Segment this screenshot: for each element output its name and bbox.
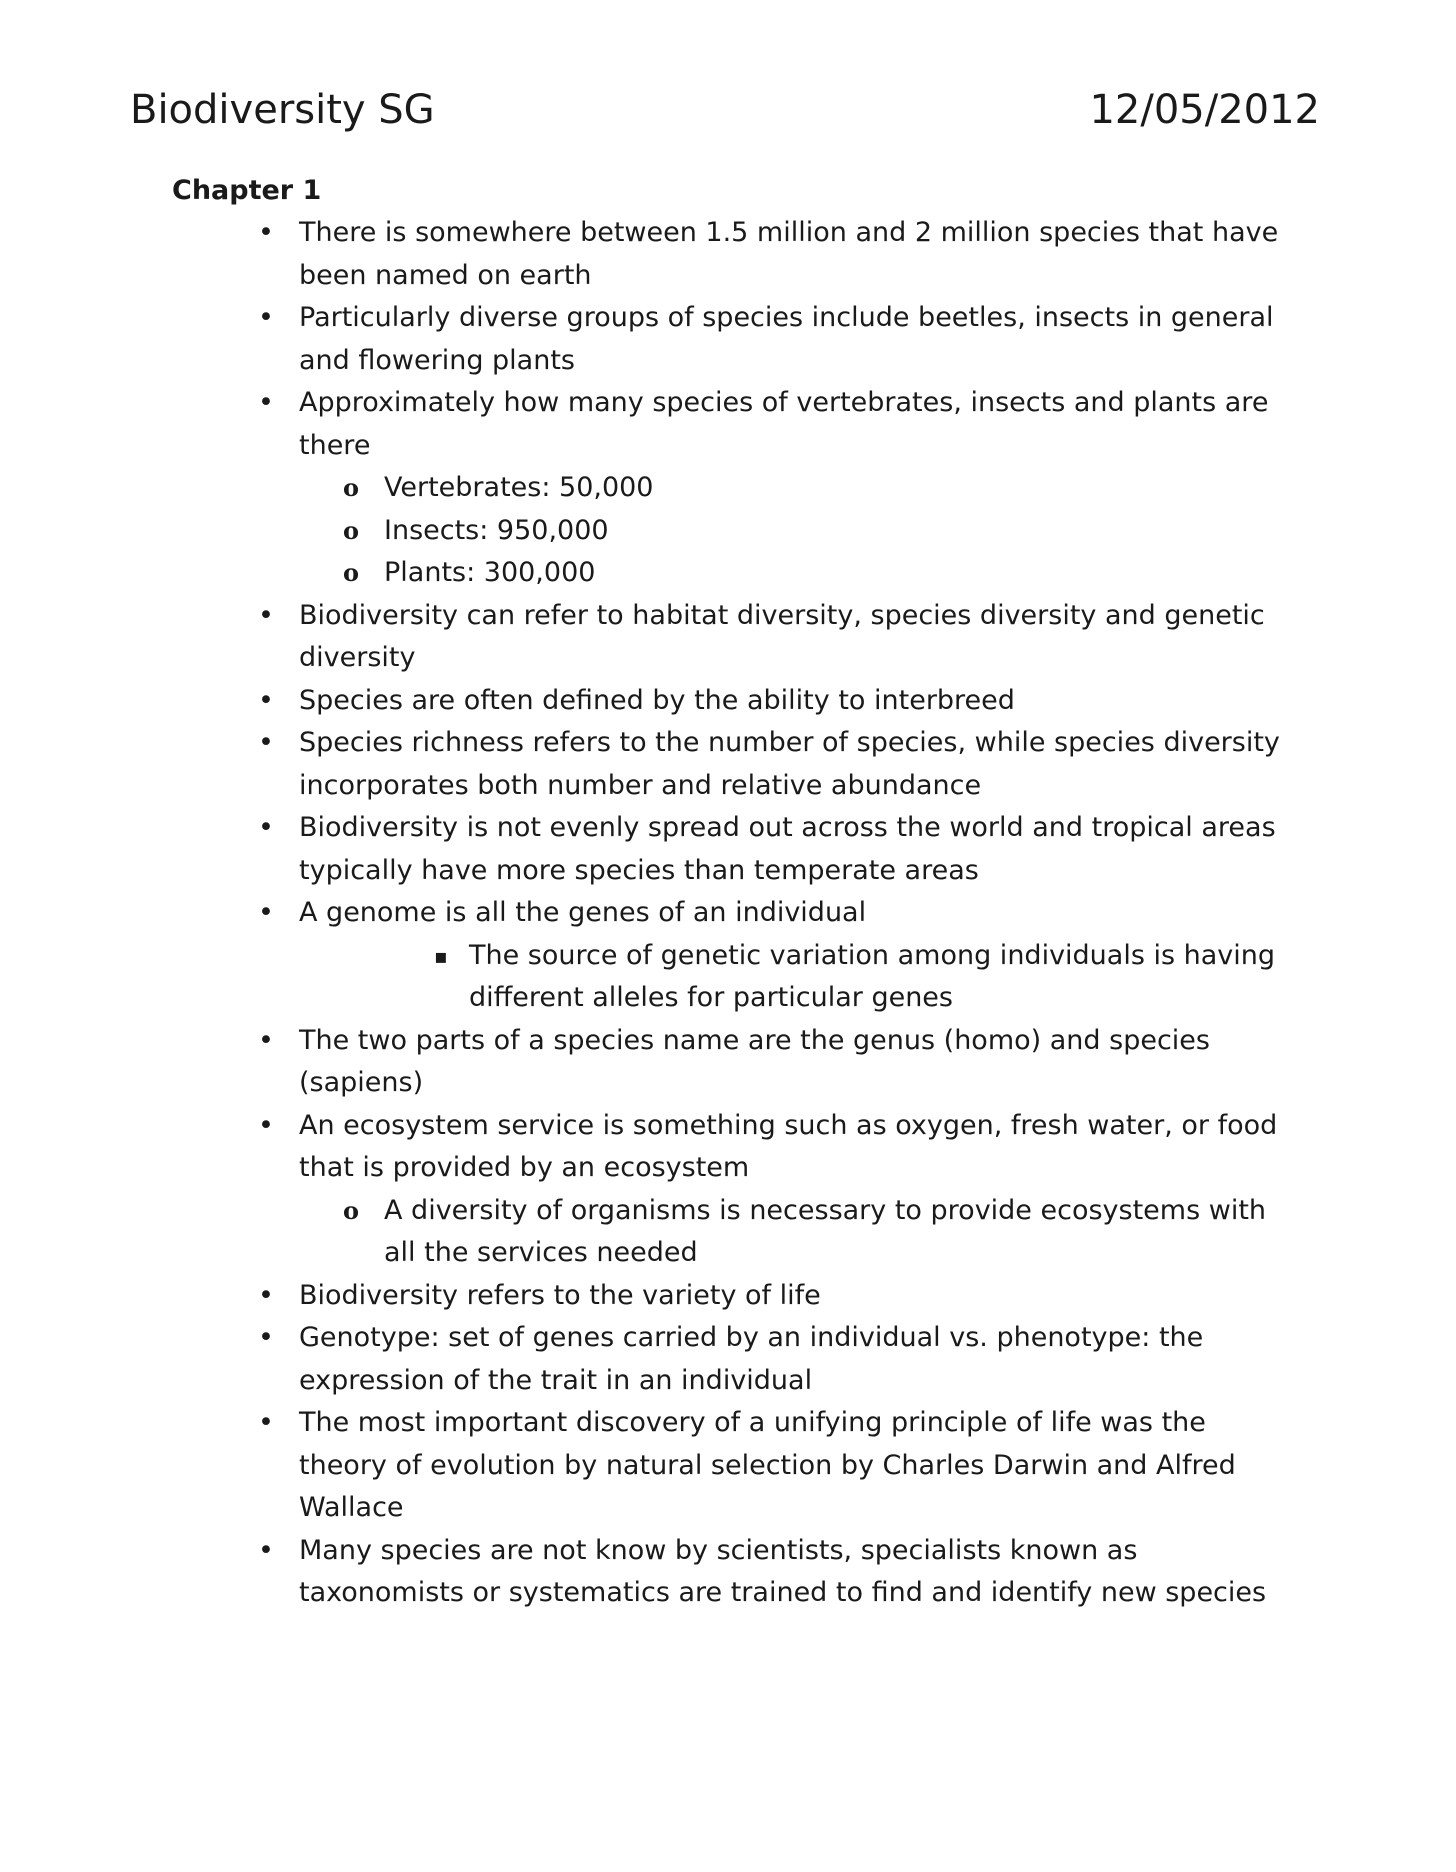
circle-marker: o (343, 515, 360, 545)
bullet-list (172, 212, 1292, 1615)
sub-sub-list-item-text: The source of genetic variation among individuals is having different alleles for particular genes (469, 939, 1276, 1013)
bullet-marker: • (258, 897, 274, 928)
list-item (172, 1020, 1292, 1105)
bullet-marker: • (258, 1279, 274, 1311)
list-item-text: An ecosystem service is something such as oxygen, fresh water, or food that is provided by an ecosystem (299, 1109, 1278, 1183)
sub-list (172, 467, 1292, 595)
list-item (172, 1530, 1292, 1615)
list-item-text: Particularly diverse groups of species include beetles, insects in general and flowering plants (299, 302, 1274, 376)
bullet-marker: • (258, 217, 274, 248)
bullet-marker: • (258, 1534, 274, 1566)
chapter-heading: Chapter 1 (172, 175, 322, 206)
list-item (172, 722, 1292, 807)
list-item (172, 892, 1292, 1020)
list-item-text: A genome is all the genes of an individual (299, 897, 867, 928)
document-body (172, 170, 1292, 1615)
bullet-marker: • (258, 1407, 274, 1438)
sub-sub-list-item (172, 935, 1292, 1020)
list-item-text: Biodiversity refers to the variety of life (299, 1279, 821, 1311)
sub-list-item (172, 467, 1292, 510)
sub-list-item-text: Plants: 300,000 (384, 557, 596, 588)
list-item-text: Biodiversity is not evenly spread out across the world and tropical areas typically have more species than temperate areas (299, 812, 1276, 886)
list-item (172, 1105, 1292, 1275)
sub-list-item-text: Insects: 950,000 (384, 514, 609, 546)
circle-marker: o (343, 1195, 360, 1225)
list-item-text: There is somewhere between 1.5 million and 2 million species that have been named on earth (299, 217, 1279, 291)
document-title: Biodiversity SG (130, 87, 435, 133)
bullet-marker: • (258, 812, 274, 843)
list-item-text: The most important discovery of a unifying principle of life was the theory of evolution by natural selection by Charles Darwin and Alfred Wallace (299, 1407, 1236, 1523)
bullet-marker: • (258, 1322, 274, 1353)
list-item (172, 382, 1292, 595)
list-item (172, 1275, 1292, 1318)
list-item (172, 595, 1292, 680)
list-item-text: The two parts of a species name are the genus (homo) and species (sapiens) (299, 1024, 1210, 1098)
sub-list-item-text: A diversity of organisms is necessary to provide ecosystems with all the services needed (384, 1194, 1267, 1268)
list-item-text: Approximately how many species of vertebrates, insects and plants are there (299, 387, 1269, 461)
sub-list-item-text: Vertebrates: 50,000 (384, 472, 654, 503)
list-item-text: Genotype: set of genes carried by an individual vs. phenotype: the expression of the trait in an individual (299, 1322, 1204, 1396)
list-item (172, 212, 1292, 297)
sub-list-item (172, 1190, 1292, 1275)
sub-list-item (172, 552, 1292, 595)
list-item (172, 680, 1292, 723)
list-item-text: Species are often defined by the ability to interbreed (299, 684, 1015, 716)
document-header (130, 84, 1320, 140)
bullet-marker: • (258, 1024, 274, 1056)
square-marker: ▪ (434, 943, 448, 968)
bullet-marker: • (258, 727, 274, 758)
sub-list (172, 1190, 1292, 1275)
list-item (172, 297, 1292, 382)
document-date: 12/05/2012 (1089, 87, 1320, 133)
list-item (172, 1317, 1292, 1402)
list-item-text: Species richness refers to the number of species, while species diversity incorporates both number and relative abundance (299, 727, 1280, 801)
bullet-marker: • (258, 302, 274, 333)
circle-marker: o (343, 473, 360, 502)
sub-list-item (172, 510, 1292, 553)
bullet-marker: • (258, 599, 274, 631)
bullet-marker: • (258, 387, 274, 418)
bullet-marker: • (258, 684, 274, 716)
list-item (172, 1402, 1292, 1530)
sub-sub-list (172, 935, 1292, 1020)
list-item-text: Biodiversity can refer to habitat diversity, species diversity and genetic diversity (299, 599, 1265, 673)
list-item (172, 807, 1292, 892)
circle-marker: o (343, 558, 360, 587)
bullet-marker: • (258, 1109, 274, 1141)
list-item-text: Many species are not know by scientists, specialists known as taxonomists or systematics are trained to find and identify new species (299, 1534, 1267, 1608)
